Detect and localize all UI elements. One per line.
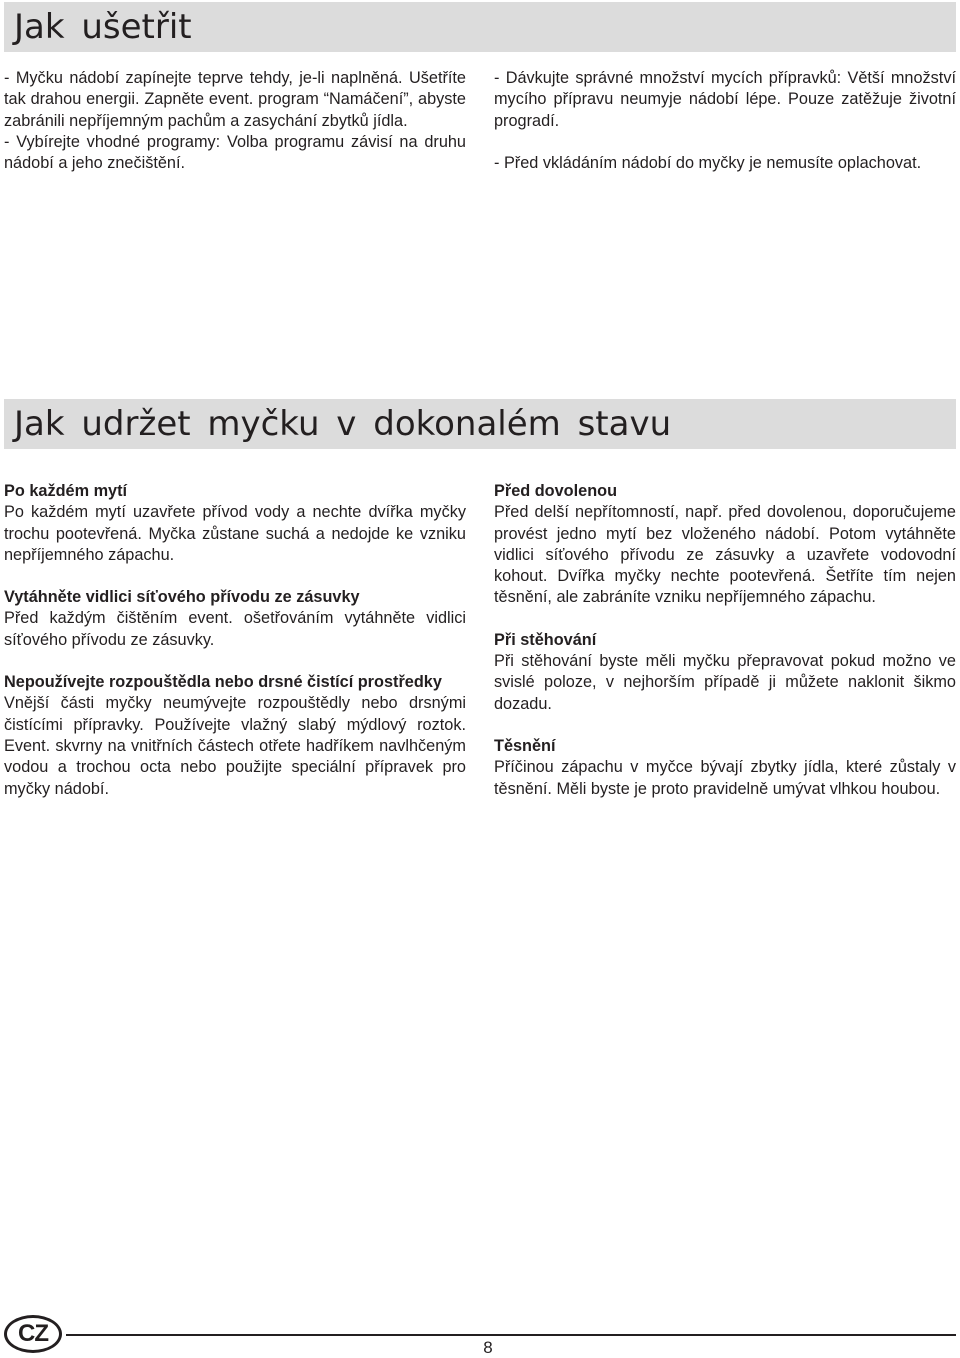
tip-paragraph: - Vybírejte vhodné programy: Volba programu závisí na druhu nádobí a jeho znečištění. — [4, 132, 466, 173]
subsection-heading: Vytáhněte vidlici síťového přívodu ze zásuvky — [4, 588, 360, 607]
language-badge — [4, 1315, 62, 1353]
maintenance-left-column — [4, 481, 466, 800]
subsection-heading: Při stěhování — [494, 630, 597, 649]
subsection-text: Před každým čištěním event. ošetřováním vytáhněte vidlici síťového přívodu ze zásuvky. — [4, 609, 466, 649]
subsection-text: Před delší nepřítomností, např. před dovolenou, doporučujeme provést jedno mytí bez vloženého nádobí. Potom vytáhněte vidlici síťového přívodu ze zásuvky a uzavřete vodovodní kohout. Dvířka myčky nechte pootevřená. Šetříte tím nejen těsnění, ale zabráníte vzniku nepříjemného zápachu. — [494, 503, 956, 607]
subsection-text: Po každém mytí uzavřete přívod vody a nechte dvířka myčky trochu pootevřená. Myčka zůstane suchá a nedojde ke vzniku nepříjemného zápachu. — [4, 503, 466, 564]
save-tips-left-column — [4, 68, 466, 174]
maintenance-right-column — [494, 481, 956, 800]
page-number: 8 — [483, 1338, 493, 1357]
subsection-heading: Po každém mytí — [4, 482, 128, 500]
section-title-banner — [4, 2, 956, 52]
tip-paragraph: - Před vkládáním nádobí do myčky je nemusíte oplachovat. — [494, 153, 922, 172]
subsection-text: Vnější části myčky neumývejte rozpouštědly nebo drsnými čistícími přípravky. Používejte vlažný slabý mýdlový roztok. Event. skvrny na vnitřních částech otřete hadříkem navlhčeným vodou a trochou octa nebo použijte speciální přípravek pro myčky nádobí. — [4, 694, 466, 798]
tip-paragraph: - Dávkujte správné množství mycích přípravků: Větší množství mycího přípravu neumyje nádobí lépe. Pouze zatěžuje životní progradí. — [494, 69, 956, 130]
subsection-text: Příčinou zápachu v myčce bývají zbytky jídla, které zůstaly v těsnění. Měli byste je proto pravidelně umývat vlhkou houbou. — [494, 758, 956, 798]
subsection-text: Při stěhování byste měli myčku přepravovat pokud možno ve svislé poloze, v nejhorším případě ji můžete naklonit šikmo dozadu. — [494, 652, 956, 713]
subsection-heading: Nepoužívejte rozpouštědla nebo drsné čistící prostředky — [4, 673, 442, 692]
section-title-save: Jak ušetřit — [14, 7, 192, 47]
section-title-maintenance: Jak udržet myčku v dokonalém stavu — [14, 404, 672, 444]
save-tips-right-column — [494, 68, 956, 174]
tip-paragraph: - Myčku nádobí zapínejte teprve tehdy, je-li naplněná. Ušetříte tak drahou energii. Zapněte event. program “Namáčení”, abyste zabránili nepříjemným pachům a zasychání zbytků jídla. — [4, 69, 466, 130]
section-title-banner — [4, 399, 956, 449]
footer-divider — [66, 1334, 956, 1336]
language-badge-label: CZ — [18, 1320, 48, 1347]
subsection-heading: Před dovolenou — [494, 482, 618, 500]
subsection-heading: Těsnění — [494, 736, 556, 755]
